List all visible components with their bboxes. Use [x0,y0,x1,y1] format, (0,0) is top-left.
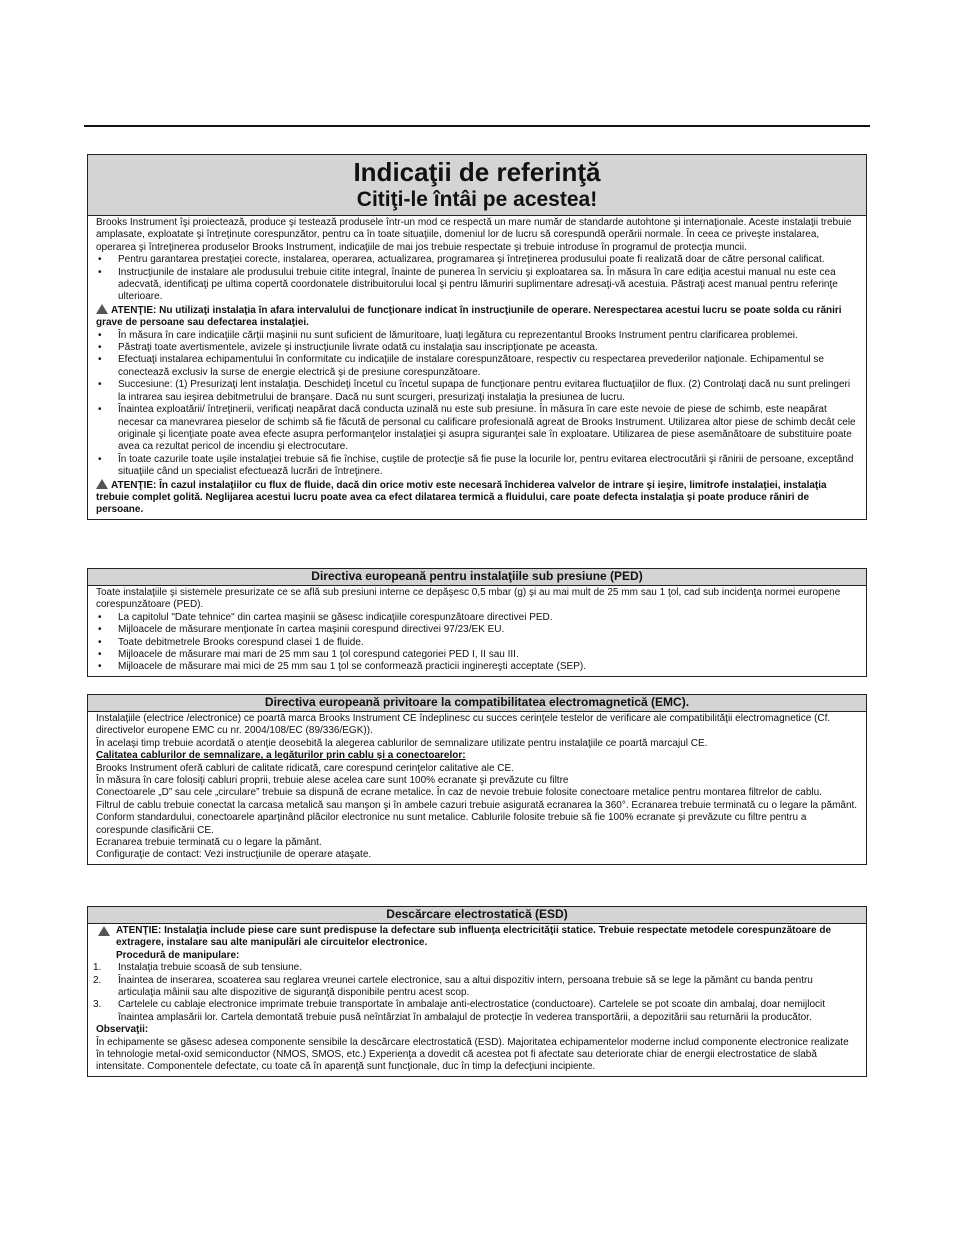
reference-list-1 [96,254,858,304]
warning-icon [98,926,110,936]
warning-1-text: ATENŢIE: Nu utilizaţi instalaţia în afara intervalului de funcţionare indicat în instrucţiunile de operare. Nerespectarea acestui lucru se poate solda cu răniri grave de persoane sau defectarea instalaţiei. [96,304,842,329]
list-item: • În toate cazurile toate uşile instalaţiei trebuie să fie închise, cuştile de protecţie să fie puse la locurile lor, pentru evitarea electrocutării şi rănirii de persoane, exceptând situaţiile când un specialist efectuează lucrări de întreţinere. [96,454,858,479]
emc-paragraph: Ecranarea trebuie terminată cu o legare la pământ. [96,837,322,849]
emc-heading: Calitatea cablurilor de semnalizare, a legăturilor prin cablu şi a conectoarelor: [96,750,466,762]
ped-list [96,612,858,674]
step-number: 1. [93,962,102,974]
reference-subtitle: Citiţi-le întâi pe acestea! [356,188,598,211]
list-item: • Pentru garantarea prestaţiei corecte, instalarea, operarea, actualizarea, programarea şi întreţinerea produsului poate fi realizată doar de către personal calificat. [96,254,858,266]
esd-steps [93,962,858,1024]
emc-paragraph: Brooks Instrument oferă cabluri de calitate ridicată, care corespund cerinţelor calitative ale CE. [96,762,514,774]
warning-icon [96,479,108,489]
ped-section [87,568,867,677]
warning-2 [96,479,858,517]
warning-1 [96,304,858,330]
emc-paragraph: Filtrul de cablu trebuie conectat la carcasa metalică sau manşon şi în ambele cazuri trebuie asigurată ecranarea la 360°. Ecranarea trebuie terminată cu o legare la pământ. [96,799,858,811]
step-number: 2. [93,974,102,986]
list-item: • Efectuaţi instalarea echipamentului în conformitate cu indicaţiile de instalare corespunzătoare, respectiv cu respectarea prevederilor naţionale. Echipamentul se conectează exclusiv la surse de energie electrică şi de presiune corespunzătoare. [96,354,858,379]
esd-title: Descărcare electrostatică (ESD) [88,907,866,924]
list-item [93,974,858,1000]
list-item: • Mijloacele de măsurare mai mici de 25 mm sau 1 ţol se conformează practicii inginereşti acceptate (SEP). [96,661,858,673]
reference-list-2 [96,330,858,479]
emc-paragraph: Configuraţie de contact: Vezi instrucţiunile de operare ataşate. [96,849,372,861]
list-item: • Înaintea exploatării/ întreţinerii, verificaţi neapărat dacă conducta uzinală nu este sub presiune. În măsura în care este nevoie de piese de schimb, este neapărat necesar ca manevrarea pieselor de schimb să fie făcută de personal cu calificare profesională agreat de Brooks Instrument. Utilizarea altor piese de schimb decât cele originale şi licenţiate poate avea efecte asupra performanţelor instalaţiei şi asupra siguranţei sale în exploatare. Utilizarea de piese asemănătoare de substituire poate avea ca rezultat pericol de incendiu şi electrocutare. [96,404,858,454]
list-item [93,962,858,974]
ped-body [88,586,866,676]
esd-notes: În echipamente se găsesc adesea componente sensibile la descărcare electrostatică (ESD). Majoritatea echipamentelor moderne includ componente electronice realizate în tehnologie metal-oxid semiconductor (NMOS, SMOS, etc.) Experienţa a dovedit că acestea pot fi afectate sau deteriorate chiar de energii electrostatice de slabă intensitate. Componentele defectate, cu toate că în aparenţă sunt funcţionale, duc în timp la defecţiuni incipiente. [96,1036,849,1073]
list-item [93,999,858,1024]
esd-warning [96,925,858,950]
top-rule [84,125,870,127]
esd-body [88,924,866,1076]
list-item: • Păstraţi toate avertismentele, avizele şi instrucţiunile livrate odată cu instalaţia sau inscripţionate pe aceasta. [96,342,858,354]
emc-section [87,694,867,865]
reference-intro: Brooks Instrument îşi proiectează, produce şi testează produsele într-un mod ce respectă un mare număr de standarde autohtone şi internaţionale. Aceste instalaţii trebuie amplasate, exploatate şi întreţinute corespunzător, pentru ca în toate situaţiile, domeniul lor de lucru să corespundă operării normale. În ceea ce priveşte instalarea, operarea şi întreţinerea produselor Brooks Instrument, indicaţiile de mai jos trebuie respectate şi trebuie introduse în programul de protecţia muncii. [96,217,852,253]
reference-header [88,155,866,216]
step-text: Cartelele cu cablaje electronice imprimate trebuie transportate în ambalaje anti-electrostatice (conductoare). Cartelele se pot scoate din ambalaj, doar nemijlocit înaintea amplasării lor. Cartela demontată trebuie pusă neîntârziat în ambalajul de protecţie în vederea transportării, a depozitării sau returnării la producător. [118,999,826,1023]
reference-body [88,216,866,519]
list-item: • Succesiune: (1) Presurizaţi lent instalaţia. Deschideţi încetul cu încetul supapa de funcţionare pentru evitarea fluctuaţiilor de flux. (2) Controlaţi dacă nu sunt prelingeri la intrarea sau ieşirea debitmetrului de branşare. Dacă nu sunt scurgeri, presurizaţi instalaţia la presiunea de lucru. [96,379,858,404]
esd-notes-label: Observaţii: [96,1024,149,1036]
emc-title: Directiva europeană privitoare la compatibilitatea electromagnetică (EMC). [88,695,866,712]
list-item: • Toate debitmetrele Brooks corespund clasei 1 de fluide. [96,637,858,649]
step-text: Înaintea de inserarea, scoaterea sau reglarea vreunei cartele electronice, sau a altui dispozitiv intern, persoana trebuie să se lege la pământ cu banda pentru articulaţia mâinii sau alte dispozitive de siguranţă disponibile pentru acest scop. [118,974,813,999]
warning-2-text: ATENŢIE: În cazul instalaţiilor cu flux de fluide, dacă din orice motiv este necesară închiderea valvelor de intrare şi ieşire, limitrofe instalaţiei, instalaţia trebuie complet golită. Neglijarea acestui lucru poate avea ca efect dilatarea termică a fluidului, care poate defecta instalaţia şi poate produce răniri de persoane. [96,479,827,516]
emc-paragraph: În acelaşi timp trebuie acordată o atenţie deosebită la alegerea cablurilor de semnalizare utilizate pentru instalaţiile ce poartă marcajul CE. [96,737,708,749]
esd-warning-text: ATENŢIE: Instalaţia include piese care sunt predispuse la defectare sub influenţa electricităţii statice. Trebuie respectate metodele corespunzătoare de extragere, instalare sau alte manipulări ale circuitelor electronice. [116,925,832,949]
list-item: • La capitolul "Date tehnice" din cartea maşinii se găsesc indicaţiile corespunzătoare directivei PED. [96,612,858,624]
list-item: • Mijloacele de măsurare mai mari de 25 mm sau 1 ţol corespund categoriei PED I, II sau III. [96,649,858,661]
reference-title: Indicaţii de referinţă [353,157,601,187]
esd-procedure-label: Procedură de manipulare: [116,949,240,961]
warning-icon [96,304,108,314]
emc-paragraph: Conform standardului, conectoarele aparţinând plăcilor electronice nu sunt metalice. Cablurile folosite trebuie să fie 100% ecranate şi prevăzute cu filtre pentru a corespunde clasificării CE. [96,812,807,836]
step-text: Instalaţia trebuie scoasă de sub tensiune. [118,962,303,974]
step-number: 3. [93,999,102,1011]
emc-paragraph: Instalaţiile (electrice /electronice) ce poartă marca Brooks Instrument CE îndeplinesc cu succes cerinţele testelor de verificare ale compatibilităţii electromagnetice (Cf. directivelor europene EMC cu nr. 2004/108/EC (89/336/EGK)). [96,713,831,737]
list-item: • Mijloacele de măsurare menţionate în cartea maşinii corespund directivei 97/23/EK EU. [96,624,858,636]
emc-body [88,712,866,864]
emc-paragraph: În măsura în care folosiţi cabluri proprii, trebuie alese acelea care sunt 100% ecranate şi prevăzute cu filtre [96,775,569,787]
ped-intro: Toate instalaţiile şi sistemele presurizate ce se află sub presiuni interne ce depăşesc 0,5 mbar (g) şi au mai mult de 25 mm sau 1 ţol, cad sub incidenţa normei europene corespunzătoare (PED). [96,587,841,611]
ped-title: Directiva europeană pentru instalaţiile sub presiune (PED) [88,569,866,586]
esd-section [87,906,867,1077]
list-item: • Instrucţiunile de instalare ale produsului trebuie citite integral, înainte de punerea în serviciu şi exploatarea sa. În măsura în care ediţia acestui manual nu este cea adecvată, identificaţi pe ultima copertă coordonatele distribuitorului local şi pentru lămuriri suplimentare adresaţi-vă acestuia. Păstraţi acest manual pentru referinţe ulterioare. [96,267,858,304]
list-item: • În măsura în care indicaţiile cărţii maşinii nu sunt suficient de lămuritoare, luaţi legătura cu reprezentantul Brooks Instrument pentru clarificarea problemei. [96,330,858,342]
reference-section [87,154,867,520]
emc-paragraph: Conectoarele „D” sau cele „circulare” trebuie sa dispună de ecrane metalice. În caz de nevoie trebuie folosite conectoare metalice pentru montarea filtrelor de cablu. [96,787,822,799]
